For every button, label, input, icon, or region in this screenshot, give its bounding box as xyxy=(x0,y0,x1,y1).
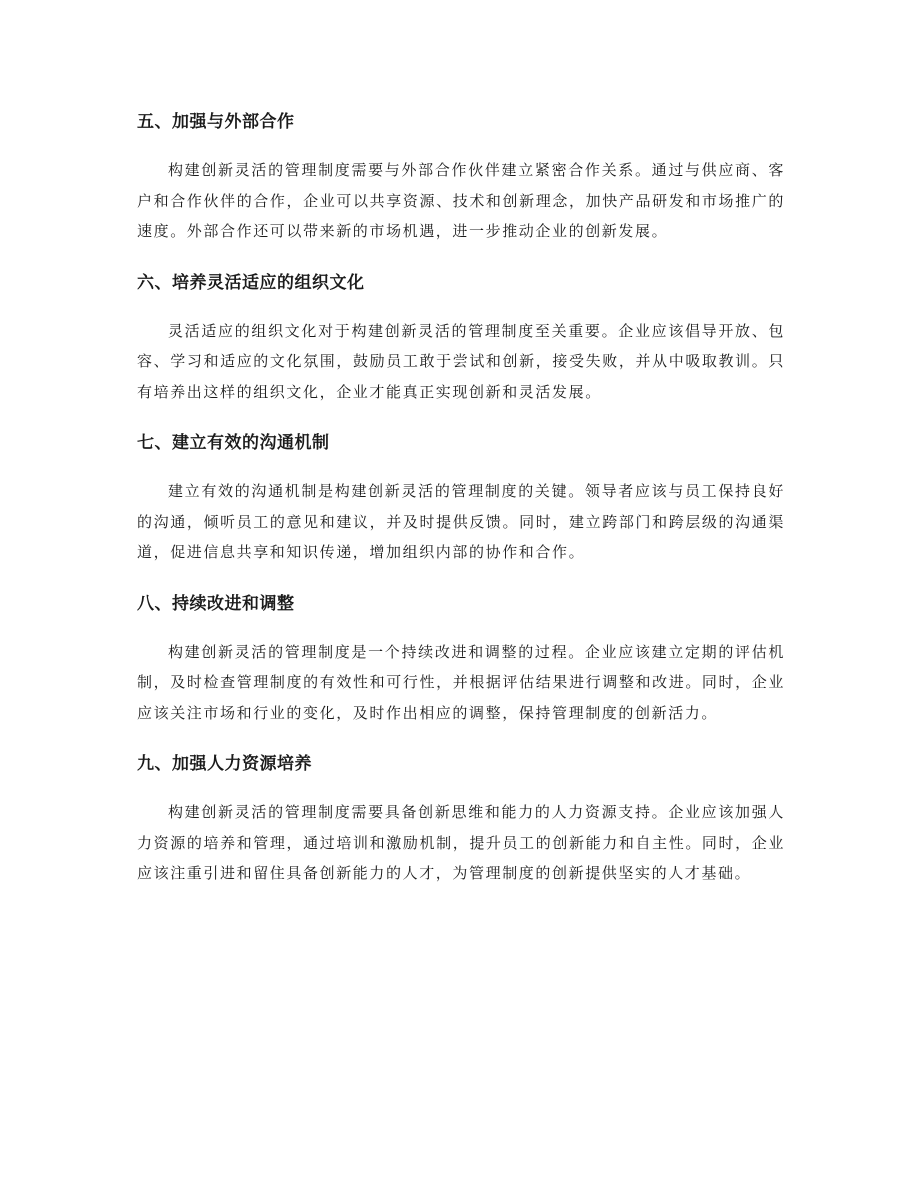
section-external-cooperation xyxy=(137,104,785,247)
section-heading: 七、建立有效的沟通机制 xyxy=(137,433,330,453)
section-continuous-improvement xyxy=(137,586,785,729)
section-paragraph: 建立有效的沟通机制是构建创新灵活的管理制度的关键。领导者应该与员工保持良好的沟通，倾听员工的意见和建议，并及时提供反馈。同时，建立跨部门和跨层级的沟通渠道，促进信息共享和知识传递，增加组织内部的协作和合作。 xyxy=(137,482,785,561)
section-communication-mechanism xyxy=(137,425,785,568)
section-heading: 五、加强与外部合作 xyxy=(137,112,295,132)
section-heading: 八、持续改进和调整 xyxy=(137,593,295,614)
document-page xyxy=(137,104,785,907)
section-heading: 九、加强人力资源培养 xyxy=(137,754,312,774)
section-human-resources xyxy=(137,746,785,889)
section-paragraph: 构建创新灵活的管理制度需要具备创新思维和能力的人力资源支持。企业应该加强人力资源的培养和管理，通过培训和激励机制，提升员工的创新能力和自主性。同时，企业应该注重引进和留住具备创新能力的人才，为管理制度的创新提供坚实的人才基础。 xyxy=(137,803,785,882)
section-heading: 六、培养灵活适应的组织文化 xyxy=(137,272,365,293)
section-organizational-culture xyxy=(137,265,785,408)
section-paragraph: 构建创新灵活的管理制度需要与外部合作伙伴建立紧密合作关系。通过与供应商、客户和合作伙伴的合作，企业可以共享资源、技术和创新理念，加快产品研发和市场推广的速度。外部合作还可以带来新的市场机遇，进一步推动企业的创新发展。 xyxy=(137,161,785,240)
section-paragraph: 灵活适应的组织文化对于构建创新灵活的管理制度至关重要。企业应该倡导开放、包容、学习和适应的文化氛围，鼓励员工敢于尝试和创新，接受失败，并从中吸取教训。只有培养出这样的组织文化，企业才能真正实现创新和灵活发展。 xyxy=(137,321,785,401)
section-paragraph: 构建创新灵活的管理制度是一个持续改进和调整的过程。企业应该建立定期的评估机制，及时检查管理制度的有效性和可行性，并根据评估结果进行调整和改进。同时，企业应该关注市场和行业的变化，及时作出相应的调整，保持管理制度的创新活力。 xyxy=(137,642,785,722)
